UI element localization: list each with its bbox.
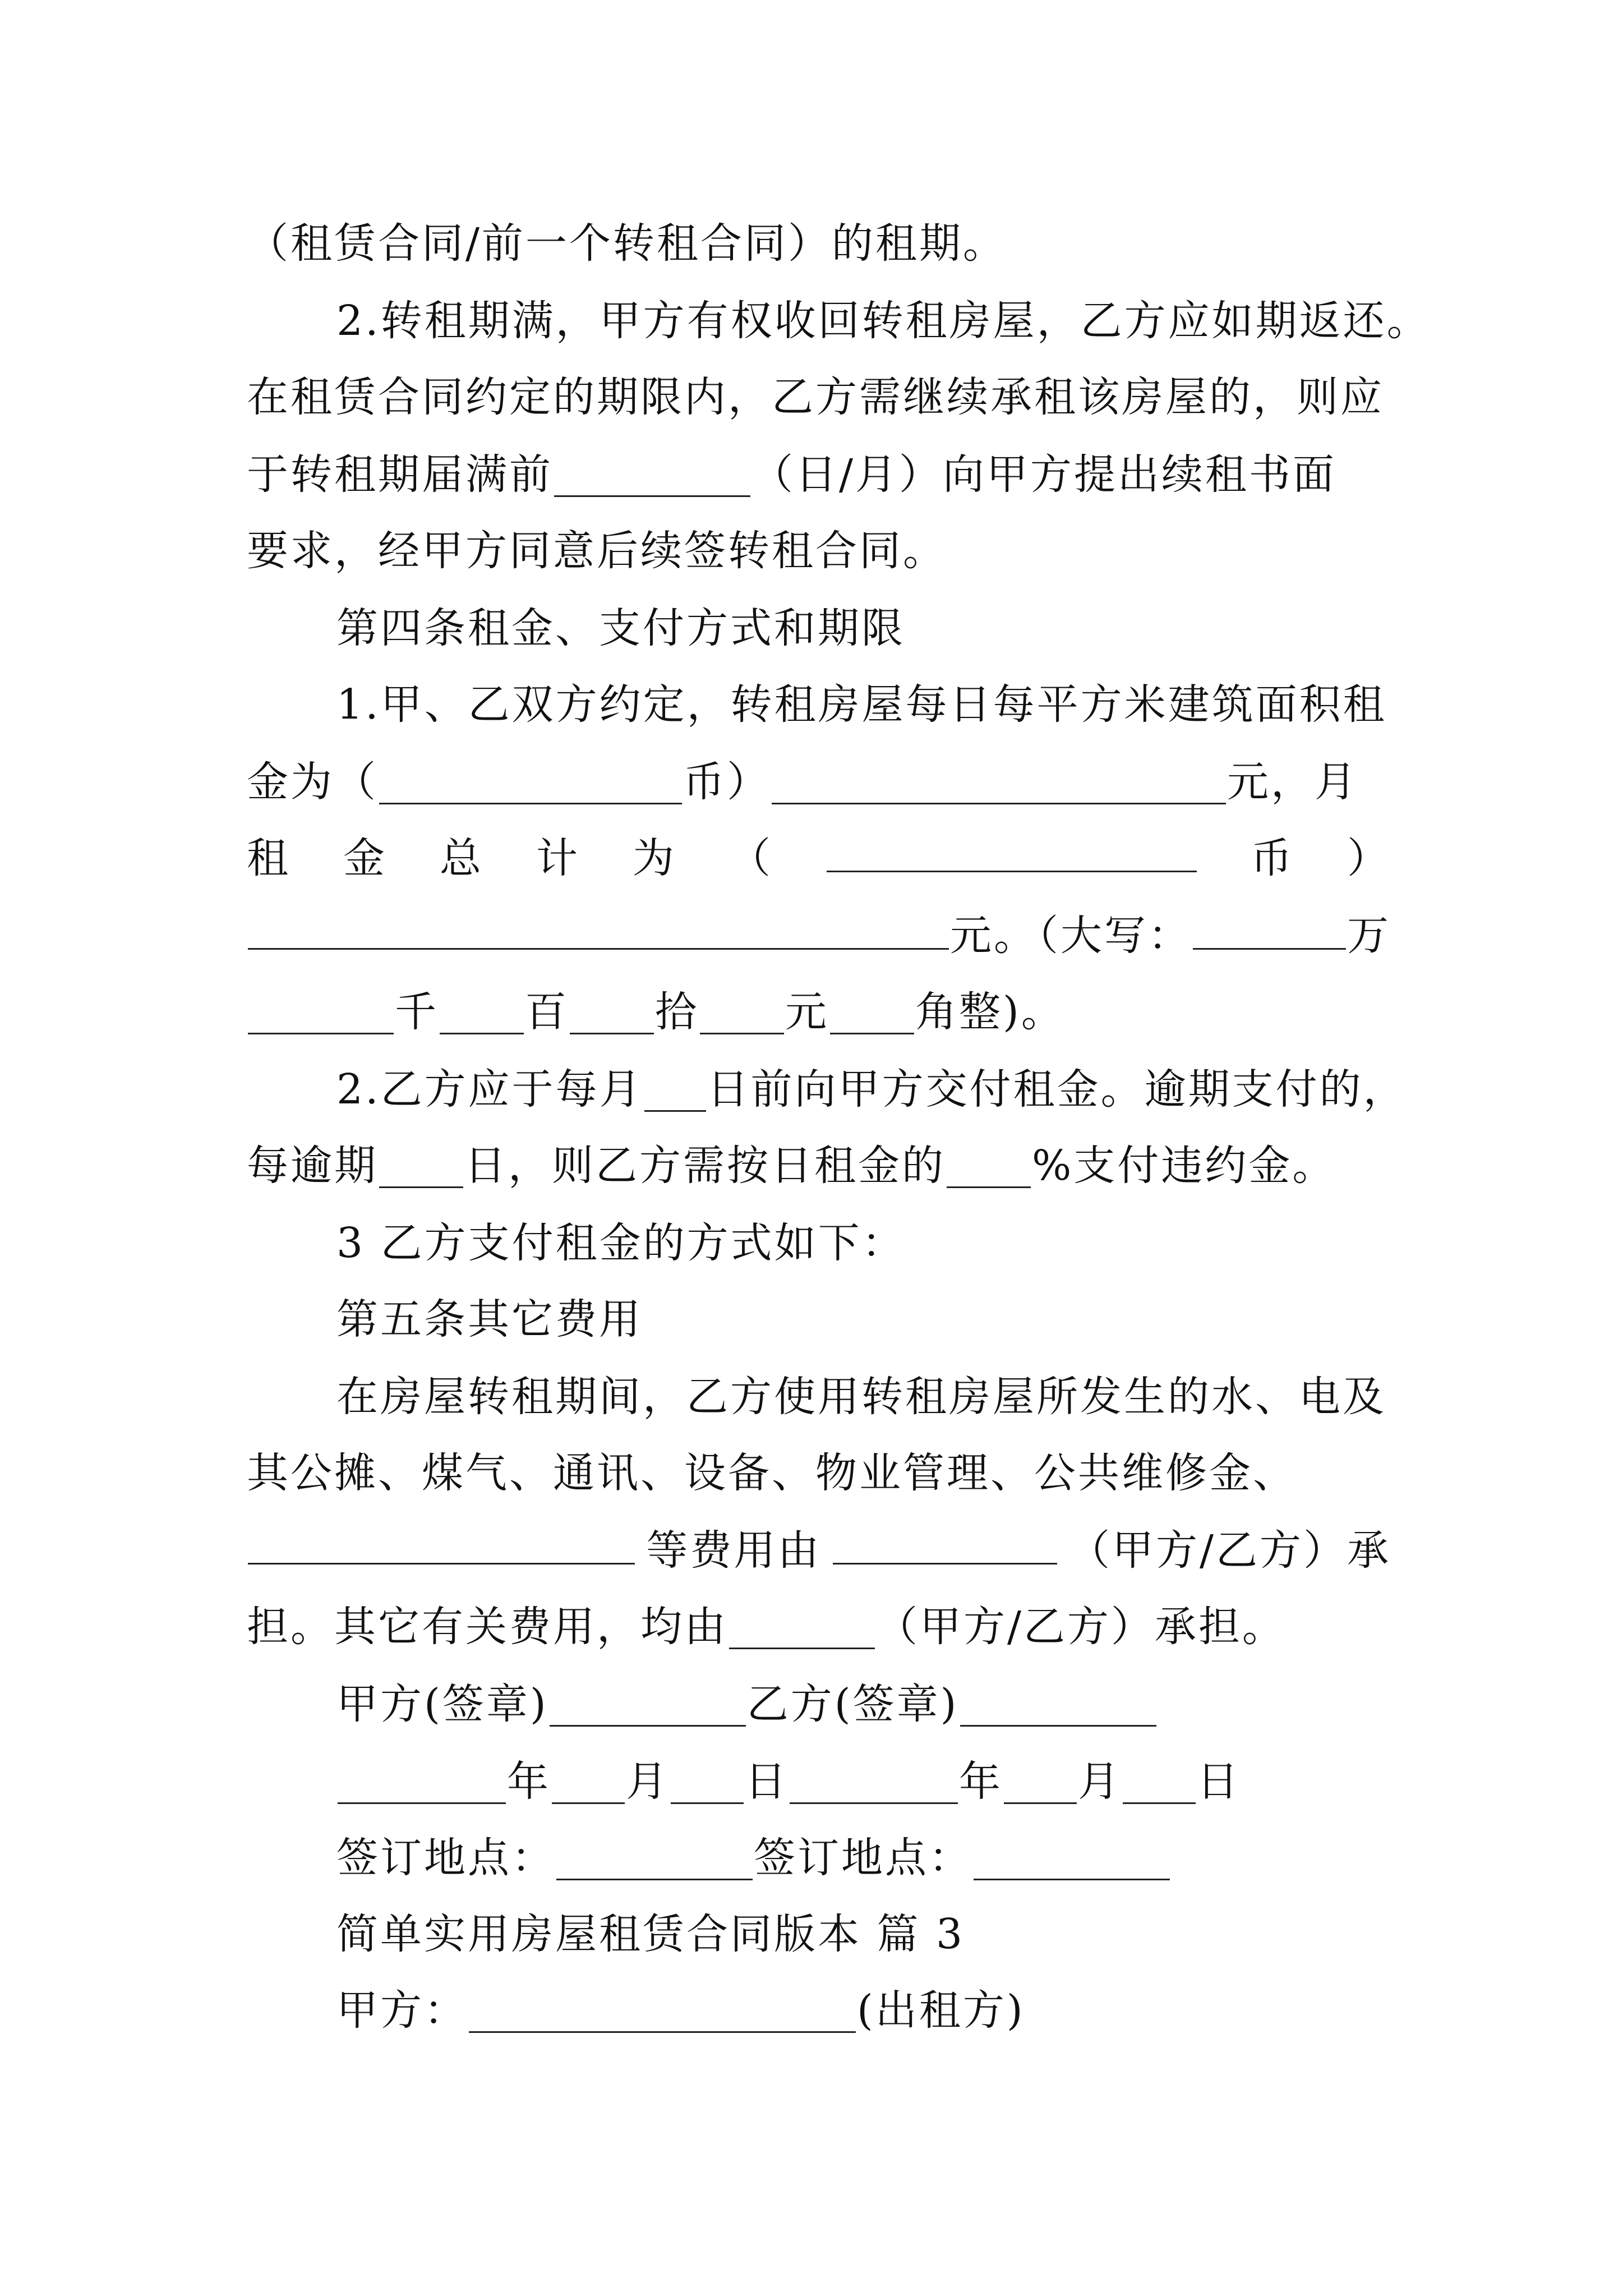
text: 日，则乙方需按日租金的 bbox=[464, 1142, 946, 1190]
text: 币） bbox=[683, 758, 771, 806]
text: （甲方/乙方）承 bbox=[1068, 1526, 1391, 1575]
fill-blank-day-b[interactable] bbox=[1123, 1763, 1196, 1804]
text: 角整)。 bbox=[915, 988, 1065, 1036]
fill-blank-penalty-percent[interactable] bbox=[947, 1147, 1031, 1188]
heading-text: 第四条租金、支付方式和期限 bbox=[336, 604, 905, 652]
heading-text: 简单实用房屋租赁合同版本 篇 3 bbox=[336, 1910, 965, 1958]
text: 1.甲、乙双方约定，转租房屋每日每平方米建筑面积租 bbox=[336, 680, 1387, 729]
section-heading-article-4 bbox=[336, 601, 1391, 655]
text: 要求，经甲方同意后续签转租合同。 bbox=[247, 527, 947, 575]
fill-blank-overdue-days[interactable] bbox=[379, 1147, 463, 1188]
date-row bbox=[336, 1755, 1391, 1809]
text: 金为（ bbox=[247, 758, 378, 806]
text: 万 bbox=[1347, 912, 1391, 960]
text: %支付违约金。 bbox=[1032, 1142, 1336, 1190]
clause-4-item-3 bbox=[336, 1216, 1391, 1270]
text: 百 bbox=[525, 988, 569, 1036]
fill-blank-monthly-currency[interactable] bbox=[827, 831, 1197, 872]
paragraph-line bbox=[247, 1600, 1391, 1654]
text: 日前向甲方交付租金。逾期支付的， bbox=[707, 1065, 1407, 1114]
text: 年 bbox=[507, 1757, 551, 1806]
paragraph-line-justified bbox=[247, 1524, 1391, 1577]
text: （租赁合同/前一个转租合同）的租期。 bbox=[247, 219, 1007, 268]
heading-text: 第五条其它费用 bbox=[336, 1295, 643, 1343]
text: 总 bbox=[440, 834, 483, 883]
text: 拾 bbox=[655, 988, 699, 1036]
clause-4-item-1 bbox=[336, 678, 1391, 731]
text: 2.乙方应于每月 bbox=[336, 1065, 643, 1114]
fill-blank-other-fees[interactable] bbox=[248, 1524, 635, 1565]
text: 币 bbox=[1251, 834, 1294, 883]
party-b-signature-label: 乙方(签章) bbox=[746, 1680, 959, 1728]
text: （日/月）向甲方提出续租书面 bbox=[751, 450, 1336, 499]
paragraph-line bbox=[247, 524, 1391, 578]
signing-place-label-a: 签订地点： bbox=[336, 1834, 555, 1882]
fill-blank-month-a[interactable] bbox=[552, 1763, 625, 1804]
clause-3-item-2 bbox=[336, 294, 1431, 348]
fill-blank-day-a[interactable] bbox=[671, 1763, 744, 1804]
fill-blank-yuan[interactable] bbox=[700, 993, 784, 1034]
section-heading-article-5 bbox=[336, 1292, 1391, 1346]
text: 计 bbox=[536, 834, 580, 883]
fill-blank-monthly-amount[interactable] bbox=[248, 909, 949, 950]
text: ） bbox=[1347, 834, 1391, 883]
text: 日 bbox=[1197, 1757, 1241, 1806]
fill-blank-month-b[interactable] bbox=[1004, 1763, 1077, 1804]
text: 元。（大写： bbox=[950, 912, 1192, 960]
party-a-row bbox=[336, 1984, 1391, 2037]
paragraph-line-justified bbox=[247, 831, 1391, 885]
text: (出租方) bbox=[857, 1986, 1025, 2035]
paragraph-line-justified bbox=[247, 909, 1391, 963]
text: 千 bbox=[395, 988, 439, 1036]
fill-blank-currency[interactable] bbox=[379, 763, 682, 804]
fill-blank-fee-payer[interactable] bbox=[833, 1524, 1057, 1565]
paragraph-line bbox=[247, 1139, 1391, 1193]
signing-place-field-b[interactable] bbox=[974, 1839, 1170, 1880]
party-a-signature-field[interactable] bbox=[550, 1686, 746, 1727]
party-a-name-field[interactable] bbox=[469, 1992, 856, 2033]
text: 月 bbox=[1078, 1757, 1122, 1806]
text: 担。其它有关费用，均由 bbox=[247, 1603, 728, 1651]
paragraph-line bbox=[247, 1446, 1391, 1500]
fill-blank-wan[interactable] bbox=[1193, 909, 1346, 950]
text: 租 bbox=[247, 834, 291, 883]
fill-blank-qian[interactable] bbox=[248, 993, 394, 1034]
text: 3 乙方支付租金的方式如下： bbox=[336, 1219, 906, 1267]
paragraph-line bbox=[247, 448, 1391, 501]
paragraph-line bbox=[247, 217, 1391, 270]
paragraph-line bbox=[247, 370, 1391, 424]
text: 元，月 bbox=[1227, 758, 1358, 806]
text: （ bbox=[729, 834, 773, 883]
fill-blank-renewal-notice[interactable] bbox=[554, 456, 750, 497]
text: 在租赁合同约定的期限内，乙方需继续承租该房屋的，则应 bbox=[247, 373, 1384, 421]
fill-blank-pay-day[interactable] bbox=[644, 1071, 706, 1112]
party-a-signature-label: 甲方(签章) bbox=[336, 1680, 548, 1728]
text: （甲方/乙方）承担。 bbox=[876, 1603, 1286, 1651]
signature-row bbox=[336, 1677, 1391, 1731]
signing-place-row bbox=[336, 1831, 1391, 1885]
text: 于转租期届满前 bbox=[247, 450, 553, 499]
text: 日 bbox=[745, 1757, 789, 1806]
paragraph-line bbox=[247, 985, 1391, 1039]
fill-blank-other-payer[interactable] bbox=[729, 1608, 875, 1649]
text: 年 bbox=[959, 1757, 1003, 1806]
fill-blank-year-b[interactable] bbox=[790, 1763, 958, 1804]
text: 每逾期 bbox=[247, 1142, 378, 1190]
clause-5-body bbox=[336, 1370, 1391, 1424]
party-b-signature-field[interactable] bbox=[960, 1686, 1156, 1727]
fill-blank-jiao[interactable] bbox=[830, 993, 914, 1034]
text: 2.转租期满，甲方有权收回转租房屋，乙方应如期返还。 bbox=[336, 297, 1431, 345]
text: 等费用由 bbox=[646, 1526, 822, 1575]
signing-place-field-a[interactable] bbox=[556, 1839, 753, 1880]
signing-place-label-b: 签订地点： bbox=[754, 1834, 972, 1882]
section-heading-part-3 bbox=[336, 1907, 1391, 1961]
fill-blank-shi[interactable] bbox=[570, 993, 654, 1034]
text: 金 bbox=[343, 834, 387, 883]
fill-blank-bai[interactable] bbox=[440, 993, 524, 1034]
text: 月 bbox=[626, 1757, 670, 1806]
text: 其公摊、煤气、通讯、设备、物业管理、公共维修金、 bbox=[247, 1449, 1297, 1497]
party-a-label: 甲方： bbox=[336, 1986, 468, 2035]
clause-4-item-2 bbox=[336, 1062, 1407, 1116]
text: 为 bbox=[633, 834, 676, 883]
text: 在房屋转租期间，乙方使用转租房屋所发生的水、电及 bbox=[336, 1373, 1386, 1421]
text: 元 bbox=[785, 988, 829, 1036]
fill-blank-daily-rent[interactable] bbox=[772, 763, 1226, 804]
paragraph-line bbox=[247, 755, 1391, 809]
fill-blank-year-a[interactable] bbox=[338, 1763, 506, 1804]
